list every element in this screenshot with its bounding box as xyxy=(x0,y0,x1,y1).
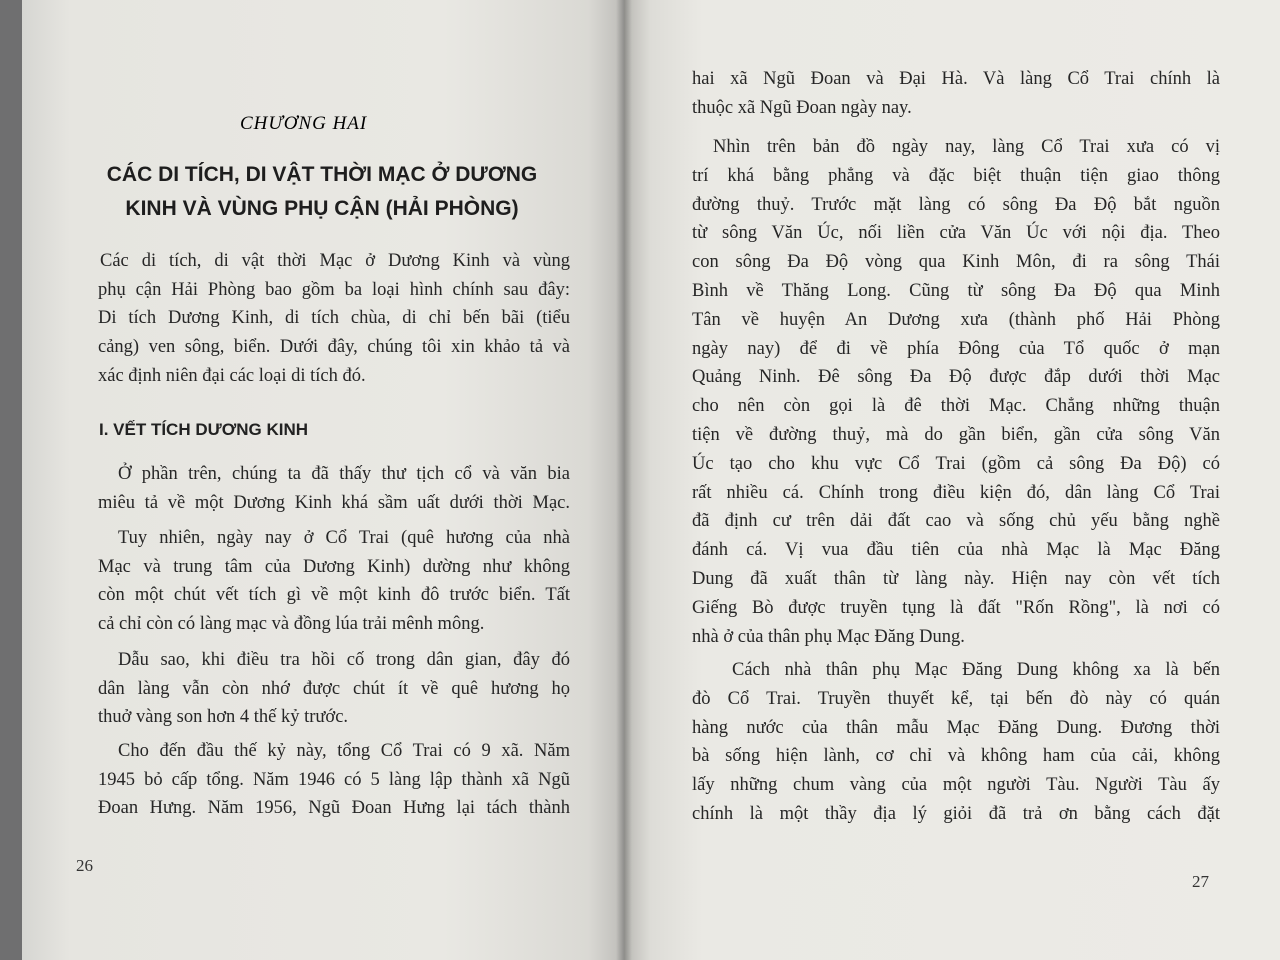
text-line: Bình về Thăng Long. Cũng từ sông Đa Độ qua Minh xyxy=(692,280,1220,301)
text-line: đã định cư trên dải đất cao và sống chủ yếu bằng nghề xyxy=(692,511,1220,532)
text-line: lấy những chum vàng của một người Tàu. Người Tàu ấy xyxy=(692,775,1220,796)
text-line: còn một chút vết tích gì về một kinh đô trước biển. Tất xyxy=(98,585,570,606)
body-block-2 xyxy=(98,524,570,639)
right-block-1 xyxy=(692,65,1220,123)
text-line: thuở vàng son hơn 4 thế kỷ trước. xyxy=(98,707,349,728)
text-line: phụ cận Hải Phòng bao gồm ba loại hình chính sau đây: xyxy=(98,279,570,300)
text-line: Nhìn trên bản đồ ngày nay, làng Cổ Trai xưa có vị xyxy=(713,137,1220,157)
text-line: bà sống hiện lành, cơ chỉ và không ham của cải, không xyxy=(692,746,1220,767)
text-line: Cho đến đầu thế kỷ này, tổng Cổ Trai có 9 xã. Năm xyxy=(118,741,570,761)
page-number-right: 27 xyxy=(1192,872,1209,891)
text-line: tiện về đường thuỷ, mà do gần biển, gần cửa sông Văn xyxy=(692,424,1220,445)
text-line: Tuy nhiên, ngày nay ở Cổ Trai (quê hương của nhà xyxy=(118,528,570,548)
right-block-2 xyxy=(692,133,1220,651)
text-line: Di tích Dương Kinh, di tích chùa, di chỉ bến bãi (tiểu xyxy=(98,308,570,329)
text-line: trí khá bằng phẳng và đặc biệt thuận tiện giao thông xyxy=(692,165,1220,186)
text-line: cảng) ven sông, biển. Dưới đây, chúng tôi xin khảo tả và xyxy=(98,337,570,358)
text-line: chính là một thầy địa lý giỏi đã trả ơn bằng cách đặt xyxy=(692,803,1220,824)
text-line: đường thuỷ. Trước mặt làng có sông Đa Độ bắt nguồn xyxy=(692,194,1220,215)
book-gutter xyxy=(616,0,632,960)
text-line: xác định niên đại các loại di tích đó. xyxy=(98,365,366,386)
text-line: Tân về huyện An Dương xưa (thành phố Hải Phòng xyxy=(692,309,1220,330)
text-line: Mạc và trung tâm của Dương Kinh) dường như không xyxy=(98,556,570,577)
text-line: dân làng vẫn còn nhớ được chút ít về quê hương họ xyxy=(98,678,570,699)
text-line: đò Cổ Trai. Truyền thuyết kể, tại bến đò này có quán xyxy=(692,688,1220,709)
text-line: cả chỉ còn có làng mạc và đồng lúa trải mênh mông. xyxy=(98,614,485,635)
text-line: Ở phần trên, chúng ta đã thấy thư tịch cổ và văn bia xyxy=(118,464,570,484)
text-line: thuộc xã Ngũ Đoan ngày nay. xyxy=(692,97,912,118)
chapter-title-line: CÁC DI TÍCH, DI VẬT THỜI MẠC Ở DƯƠNG xyxy=(106,163,538,186)
text-line: Cách nhà thân phụ Mạc Đăng Dung không xa là bến xyxy=(732,660,1220,680)
chapter-label: CHƯƠNG HAI xyxy=(240,113,368,134)
text-line: rất nhiều cá. Chính trong điều kiện đó, dân làng Cổ Trai xyxy=(692,482,1220,503)
text-line: Đoan Hưng. Năm 1956, Ngũ Đoan Hưng lại tách thành xyxy=(98,798,570,819)
text-line: Quảng Ninh. Đê sông Đa Độ được đắp dưới thời Mạc xyxy=(692,367,1220,388)
text-line: miêu tả về một Dương Kinh khá sầm uất dưới thời Mạc. xyxy=(98,492,570,513)
text-line: Úc tạo cho khu vực Cổ Trai (gồm cả sông Đa Độ) có xyxy=(692,453,1220,474)
intro-paragraph xyxy=(98,247,570,391)
text-line: Giếng Bò được truyền tụng là đất "Rốn Rồng", là nơi có xyxy=(692,597,1220,618)
text-line: con sông Đa Độ vòng qua Kinh Môn, đi ra sông Thái xyxy=(692,252,1220,273)
section-heading: I. VẾT TÍCH DƯƠNG KINH xyxy=(99,420,308,439)
text-line: cho nên còn gọi là đê thời Mạc. Chẳng những thuận xyxy=(692,396,1220,417)
text-line: Dung đã xuất thân từ làng này. Hiện nay còn vết tích xyxy=(692,568,1220,589)
page-number-left: 26 xyxy=(76,856,93,875)
text-line: đánh cá. Vị vua đầu tiên của nhà Mạc là Mạc Đăng xyxy=(692,540,1220,561)
text-line: hàng nước của thân mẫu Mạc Đăng Dung. Đương thời xyxy=(692,717,1220,738)
right-block-3 xyxy=(692,656,1220,829)
text-line: từ sông Văn Úc, nối liền cửa Văn Úc với nội địa. Theo xyxy=(692,223,1220,244)
text-line: hai xã Ngũ Đoan và Đại Hà. Và làng Cổ Trai chính là xyxy=(692,69,1220,89)
body-block-3 xyxy=(98,646,570,732)
text-line: ngày nay) để đi về phía Đông của Tổ quốc ở mạn xyxy=(692,338,1220,359)
body-block-4 xyxy=(98,737,570,823)
text-line: Các di tích, di vật thời Mạc ở Dương Kinh và vùng xyxy=(100,251,570,271)
chapter-title xyxy=(62,158,582,226)
body-block-1 xyxy=(98,460,570,517)
text-line: 1945 bỏ cấp tổng. Năm 1946 có 5 làng lập thành xã Ngũ xyxy=(98,769,570,790)
text-line: Dẫu sao, khi điều tra hồi cố trong dân gian, đây đó xyxy=(118,650,570,670)
text-line: nhà ở của thân phụ Mạc Đăng Dung. xyxy=(692,626,965,647)
chapter-title-line: KINH VÀ VÙNG PHỤ CẬN (HẢI PHÒNG) xyxy=(125,197,519,220)
